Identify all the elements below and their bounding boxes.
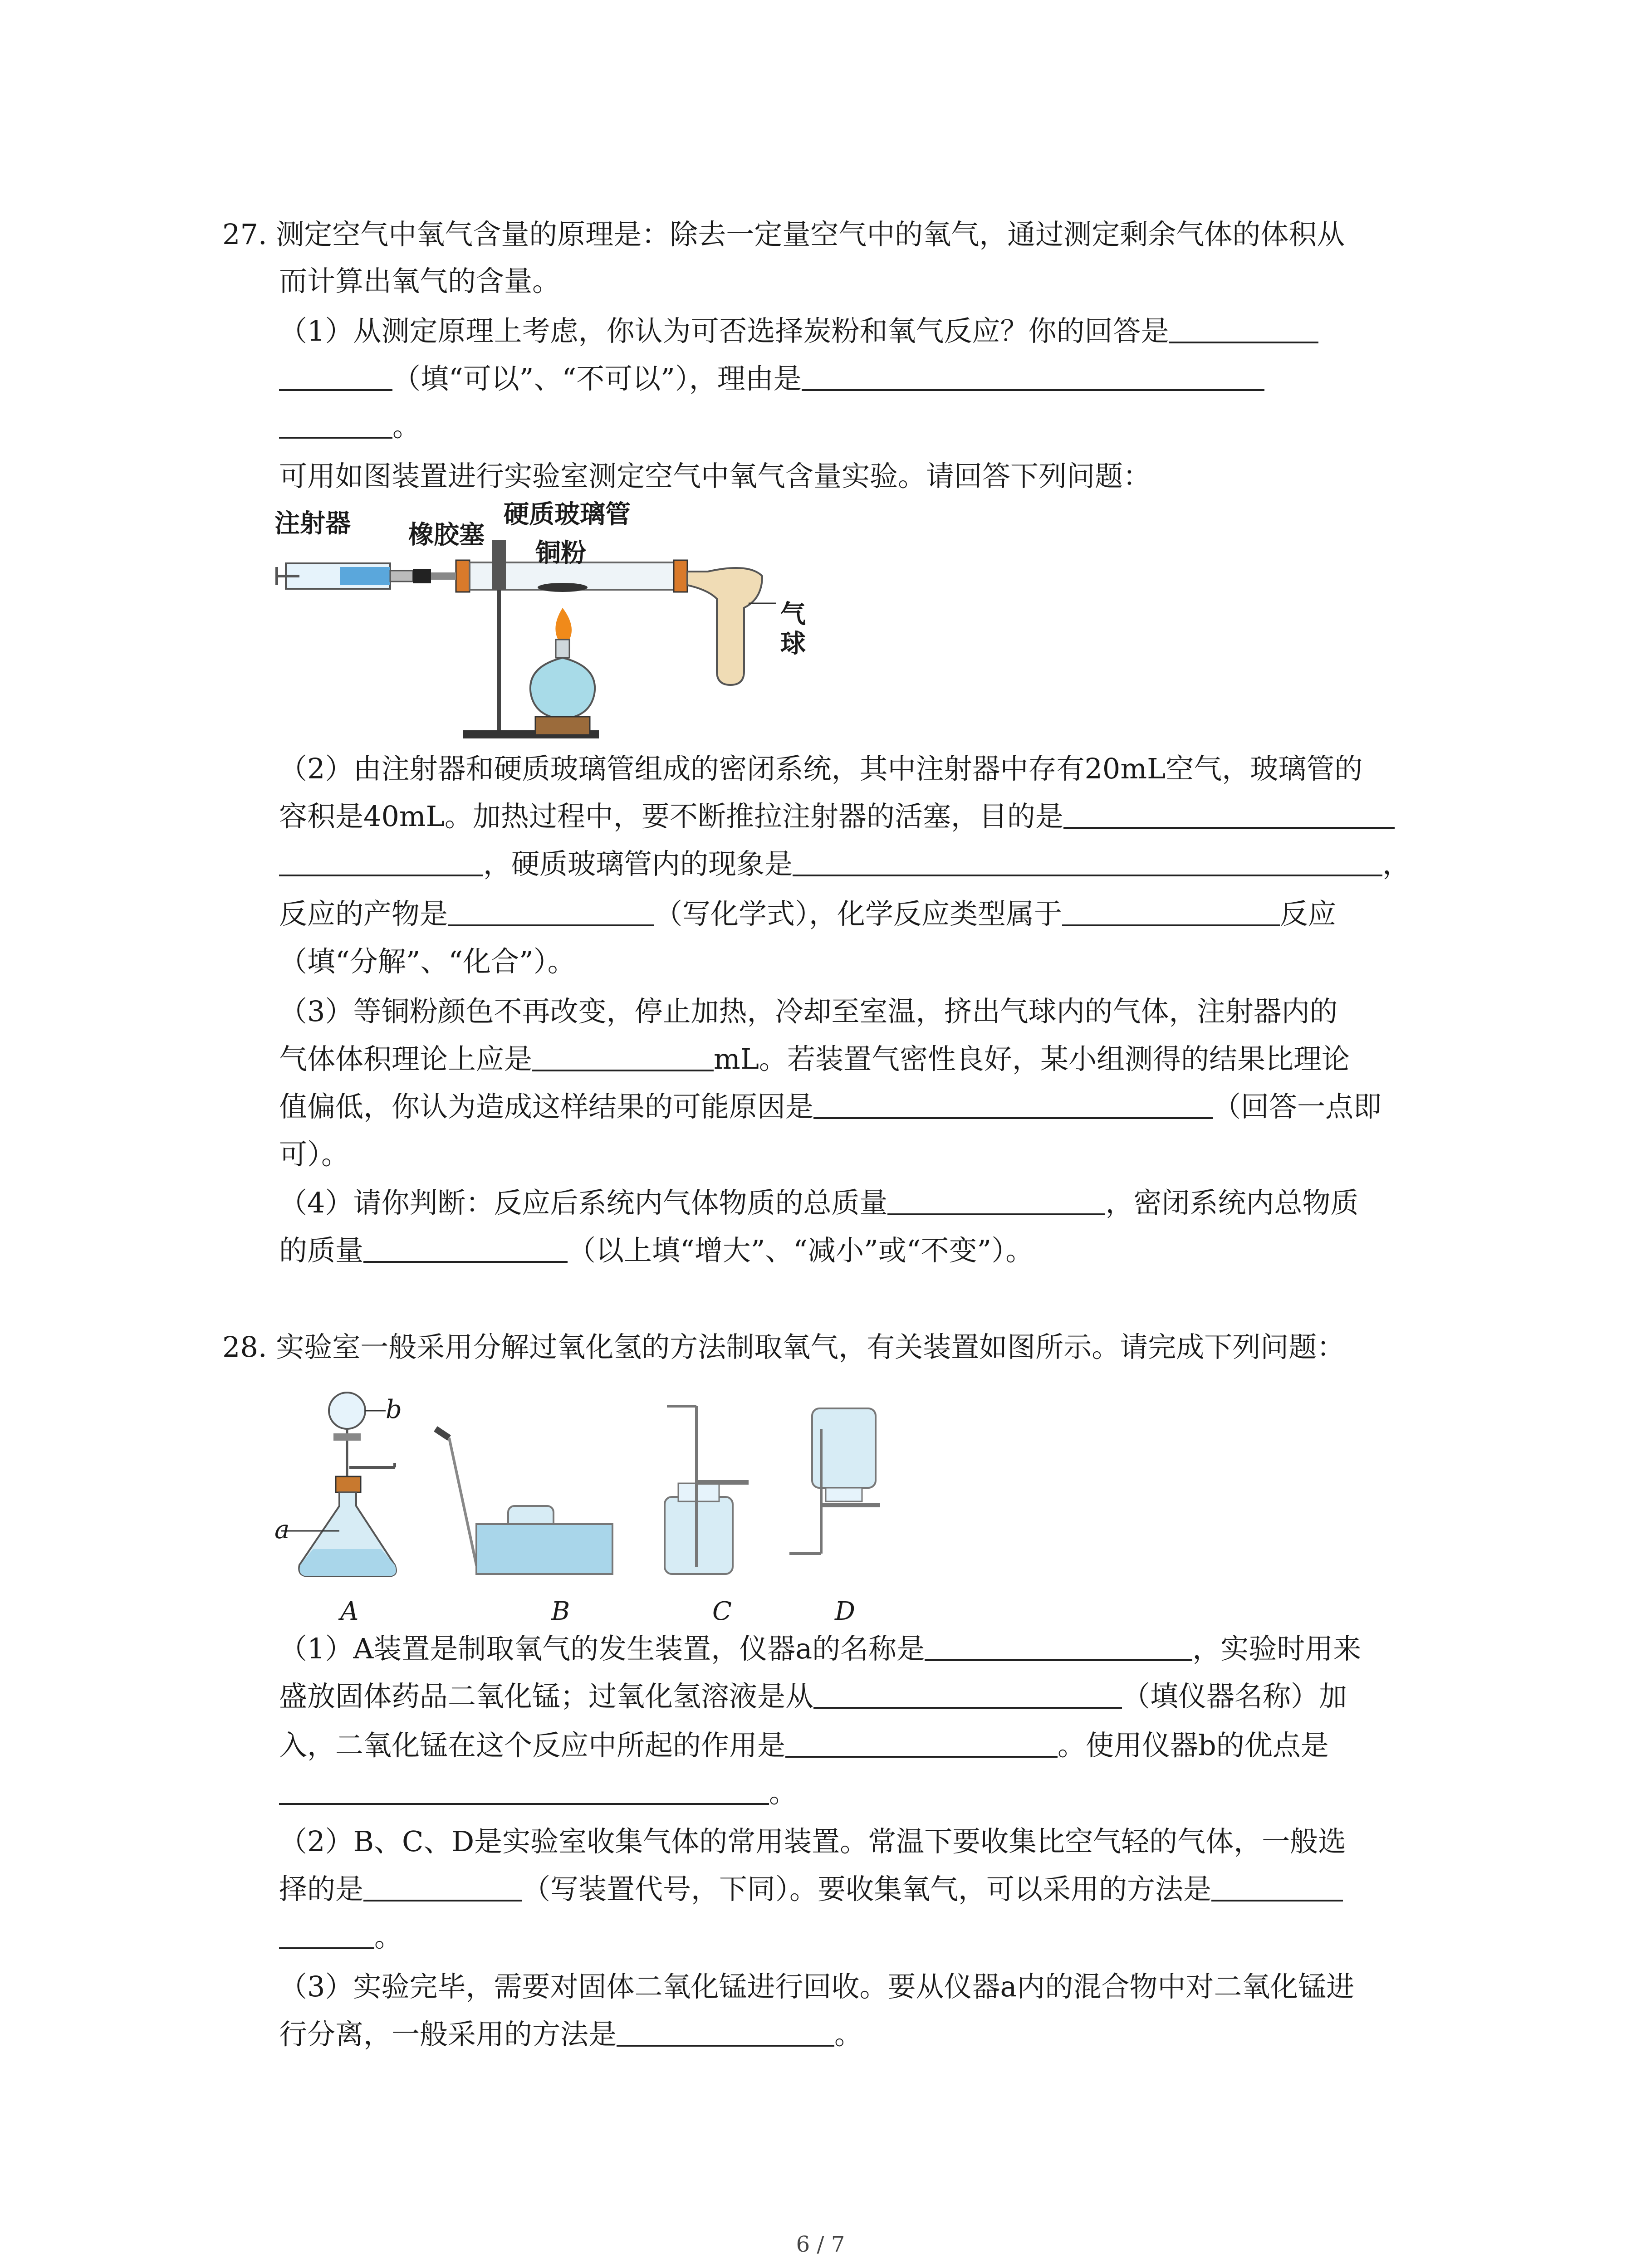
q28-part2-text-b1: 择的是 xyxy=(279,1872,364,1906)
q28-part2-end: 。 xyxy=(374,1920,403,1953)
alcohol-lamp-icon xyxy=(530,640,595,735)
q27-part4-text-b1: 的质量 xyxy=(279,1234,364,1267)
q28-part3-text-b1: 行分离，一般采用的方法是 xyxy=(279,2018,617,2051)
q27-part3-text-b2: mL。若装置气密性良好，某小组测得的结果比理论 xyxy=(714,1042,1350,1075)
q27-part3-text-b1: 气体体积理论上应是 xyxy=(279,1042,533,1075)
q28-part1-line1 xyxy=(279,1631,1361,1667)
q27-part2-text-d3: 反应 xyxy=(1280,897,1337,930)
balloon-icon xyxy=(687,568,762,685)
q27-part2-line3 xyxy=(279,846,1411,882)
q27-part3-line4: 可）。 xyxy=(279,1138,350,1171)
label-balloon-2: 球 xyxy=(780,629,806,659)
q28-oxygen-method-blank-cont[interactable] xyxy=(279,1920,374,1949)
water-trough-icon xyxy=(436,1429,612,1574)
q27-cause-blank[interactable] xyxy=(813,1090,1213,1119)
q28-part3-end: 。 xyxy=(834,2018,863,2051)
q28-part1-text-a1: （1）A装置是制取氧气的发生装置，仪器a的名称是 xyxy=(279,1632,925,1665)
q27-total-mass-blank[interactable] xyxy=(363,1234,568,1263)
label-C: C xyxy=(712,1597,732,1626)
q27-part3-line1: （3）等铜粉颜色不再改变，停止加热，冷却至室温，挤出气球内的气体，注射器内的 xyxy=(279,995,1338,1028)
q28-oxygen-method-blank[interactable] xyxy=(1211,1872,1343,1901)
q27-part4-line1 xyxy=(279,1185,1358,1221)
q28-part1-text-c1: 入，二氧化锰在这个反应中所起的作用是 xyxy=(279,1729,786,1762)
q27-part2-text-d2: （写化学式），化学反应类型属于 xyxy=(654,897,1063,930)
q27-part2-comma: ， xyxy=(1382,847,1411,880)
q27-part1-line1 xyxy=(279,313,1318,349)
label-balloon-1: 气 xyxy=(780,600,806,629)
q27-part4-text-b2: （以上填“增大”、“减小”或“不变”）。 xyxy=(568,1234,1034,1267)
label-syringe: 注射器 xyxy=(274,509,351,538)
q27-part1-line2 xyxy=(279,361,1264,397)
q27-volume-blank[interactable] xyxy=(532,1042,714,1071)
q28-apparatus-figure xyxy=(272,1374,930,1601)
label-a: a xyxy=(274,1515,290,1545)
q27-part1-text-a: （1）从测定原理上考虑，你认为可否选择炭粉和氧气反应？你的回答是 xyxy=(279,314,1169,347)
q27-part3-line3 xyxy=(279,1089,1381,1125)
flame-icon xyxy=(555,608,572,643)
q27-part2-text-b: 容积是40mL。加热过程中，要不断推拉注射器的活塞，目的是 xyxy=(279,800,1063,833)
q27-stem-line1: 27. 测定空气中氧气含量的原理是：除去一定量空气中的氧气，通过测定剩余气体的体积从 xyxy=(222,218,1345,251)
q28-separation-method-blank[interactable] xyxy=(617,2018,834,2047)
q27-part1-line3 xyxy=(279,408,421,445)
q27-part1-text-b: （填“可以”、“不可以”），理由是 xyxy=(392,362,802,395)
q28-part1-text-a2: ，实验时用来 xyxy=(1192,1632,1362,1665)
q28-part1-text-b2: （填仪器名称）加 xyxy=(1122,1680,1347,1713)
q27-part2-line1: （2）由注射器和硬质玻璃管组成的密闭系统，其中注射器中存有20mL空气，玻璃管的 xyxy=(279,752,1363,785)
q28-part1-text-c2: 。使用仪器b的优点是 xyxy=(1058,1729,1329,1762)
q28-part2-line1: （2）B、C、D是实验室收集气体的常用装置。常温下要收集比空气轻的气体，一般选 xyxy=(279,1825,1347,1858)
copper-powder-icon xyxy=(538,583,588,592)
q27-stem-line2: 而计算出氧气的含量。 xyxy=(279,264,561,298)
q28-role-blank[interactable] xyxy=(785,1729,1058,1758)
syringe-icon xyxy=(277,563,431,589)
q27-part4-text-a2: ，密闭系统内总物质 xyxy=(1105,1186,1359,1219)
page-number: 6 / 7 xyxy=(796,2232,845,2257)
q27-answer-blank-1b[interactable] xyxy=(279,362,392,391)
q28-part1-line3 xyxy=(279,1727,1329,1764)
rubber-stopper-icon xyxy=(456,560,470,592)
label-copper-powder: 铜粉 xyxy=(535,538,586,568)
q28-part1-text-b1: 盛放固体药品二氧化锰；过氧化氢溶液是从 xyxy=(279,1680,814,1713)
q28-part2-line2 xyxy=(279,1871,1343,1907)
q27-reaction-type-blank[interactable] xyxy=(1062,897,1280,926)
q27-part3-line2 xyxy=(279,1041,1350,1077)
q28-advantage-blank[interactable] xyxy=(279,1776,769,1805)
q27-purpose-blank[interactable] xyxy=(1063,800,1395,829)
q27-purpose-blank-cont[interactable] xyxy=(279,847,483,876)
q28-device-blank[interactable] xyxy=(363,1872,522,1901)
q27-part3-text-c1: 值偏低，你认为造成这样结果的可能原因是 xyxy=(279,1090,814,1123)
label-B: B xyxy=(551,1597,570,1626)
q28-part1-line4 xyxy=(279,1774,797,1811)
q27-part4-line2 xyxy=(279,1232,1034,1269)
q27-part2-text-d1: 反应的产物是 xyxy=(279,897,448,930)
label-rubber-stopper: 橡胶塞 xyxy=(408,520,485,550)
q27-intro: 可用如图装置进行实验室测定空气中氧气含量实验。请回答下列问题： xyxy=(279,459,1151,493)
q27-answer-blank-1a[interactable] xyxy=(1169,314,1318,343)
flask-with-funnel-icon xyxy=(281,1393,396,1576)
gas-jar-upward-icon xyxy=(665,1406,749,1574)
q27-part2-text-c: ，硬质玻璃管内的现象是 xyxy=(483,847,793,880)
q28-added-from-blank[interactable] xyxy=(813,1680,1122,1709)
q28-part2-text-b2: （写装置代号，下同）。要收集氧气，可以采用的方法是 xyxy=(522,1872,1212,1906)
q27-part1-end: 。 xyxy=(392,410,421,443)
label-b: b xyxy=(386,1395,402,1424)
q28-part1-line2 xyxy=(279,1678,1347,1715)
q27-phenomenon-blank[interactable] xyxy=(793,847,1382,876)
q28-stem: 28. 实验室一般采用分解过氧化氢的方法制取氧气，有关装置如图所示。请完成下列问题： xyxy=(222,1330,1345,1364)
q28-part1-end: 。 xyxy=(769,1776,798,1809)
q28-instrument-a-blank[interactable] xyxy=(925,1632,1192,1661)
q27-reason-blank-cont[interactable] xyxy=(279,410,392,439)
q27-part2-line5: （填“分解”、“化合”）。 xyxy=(279,945,576,978)
q28-part3-line2 xyxy=(279,2016,862,2053)
gas-jar-downward-icon xyxy=(789,1408,880,1554)
q27-product-blank[interactable] xyxy=(448,897,654,926)
q27-part2-line4 xyxy=(279,896,1336,932)
q27-part3-text-c2: （回答一点即 xyxy=(1213,1090,1382,1123)
q28-part3-line1: （3）实验完毕，需要对固体二氧化锰进行回收。要从仪器a内的混合物中对二氧化锰进 xyxy=(279,1970,1355,2003)
q27-gas-mass-blank[interactable] xyxy=(887,1186,1105,1215)
q27-part2-line2 xyxy=(279,798,1395,835)
q27-apparatus-figure xyxy=(272,494,839,748)
q27-part4-text-a1: （4）请你判断：反应后系统内气体物质的总质量 xyxy=(279,1186,888,1219)
label-glass-tube: 硬质玻璃管 xyxy=(504,500,631,529)
q28-part2-line3 xyxy=(279,1919,402,1955)
label-A: A xyxy=(340,1597,359,1626)
q27-reason-blank[interactable] xyxy=(802,362,1264,391)
label-D: D xyxy=(835,1597,855,1626)
